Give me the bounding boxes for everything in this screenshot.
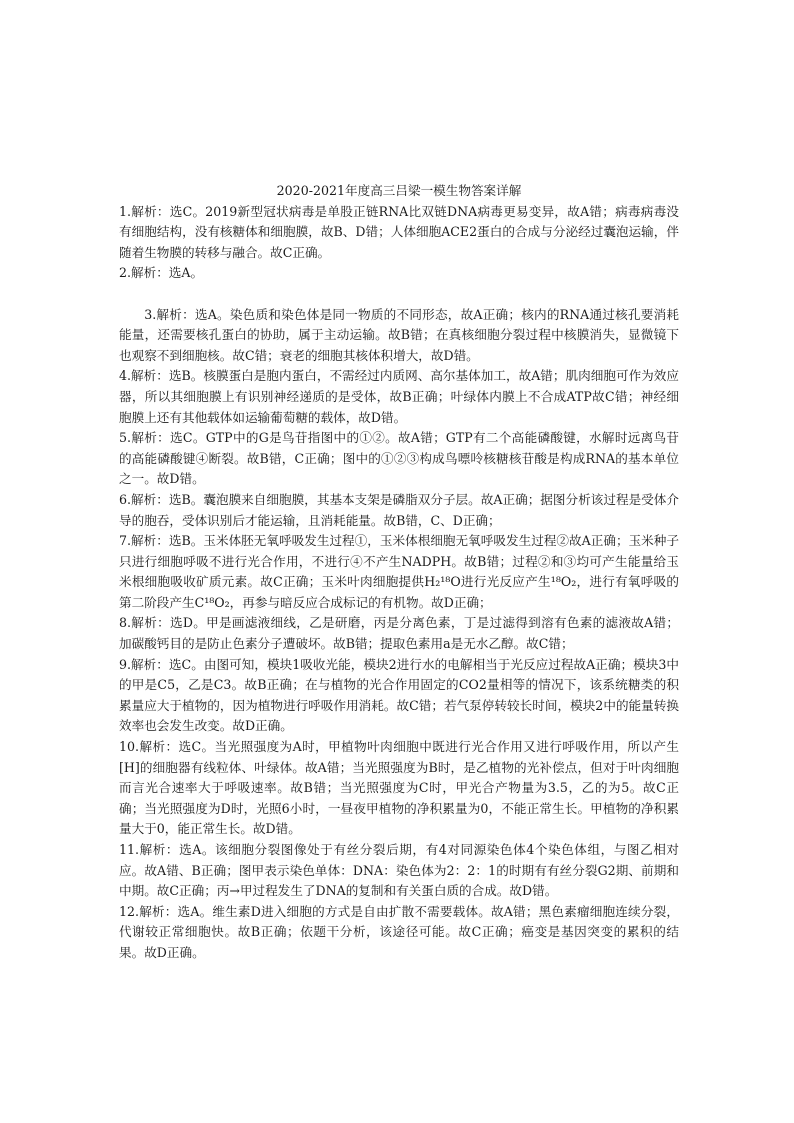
answer-paragraph-11: 11.解析：选A。该细胞分裂图像处于有丝分裂后期，有4对同源染色体4个染色体组，与图乙相对应。故A错、B正确；图甲表示染色单体：DNA：染色体为2：2：1的时期有有丝分裂G2期、前期和中期。故C正确；丙→甲过程发生了DNA的复制和有关蛋白质的合成。故D错。 bbox=[119, 842, 679, 899]
answer-document bbox=[119, 181, 679, 964]
answer-paragraph-3: 3.解析：选A。染色质和染色体是同一物质的不同形态，故A正确；核内的RNA通过核孔要消耗能量，还需要核孔蛋白的协助，属于主动运输。故B错；在真核细胞分裂过程中核膜消失，显微镜下也观察不到细胞核。故C错；衰老的细胞其核体积增大，故D错。 bbox=[119, 306, 679, 363]
answer-paragraph-6: 6.解析：选B。囊泡膜来自细胞膜，其基本支架是磷脂双分子层。故A正确；据图分析该过程是受体介导的胞吞，受体识别后才能运输，且消耗能量。故B错，C、D正确； bbox=[119, 491, 679, 528]
answer-paragraph-10: 10.解析：选C。当光照强度为A时，甲植物叶肉细胞中既进行光合作用又进行呼吸作用，所以产生[H]的细胞器有线粒体、叶绿体。故A错；当光照强度为B时，是乙植物的光补偿点，但对于叶肉细胞而言光合速率大于呼吸速率。故B错；当光照强度为C时，甲光合产物量为3.5，乙的为5。故C正确；当光照强度为D时，光照6小时，一昼夜甲植物的净积累量为0，不能正常生长。甲植物的净积累量大于0，能正常生长。故D错。 bbox=[119, 739, 679, 837]
answer-paragraph-4: 4.解析：选B。核膜蛋白是胞内蛋白，不需经过内质网、高尔基体加工，故A错；肌肉细胞可作为效应器，所以其细胞膜上有识别神经递质的是受体，故B正确；叶绿体内膜上不合成ATP故C错；神经细胞膜上还有其他载体如运输葡萄糖的载体，故D错。 bbox=[119, 368, 679, 425]
answer-paragraph-8: 8.解析：选D。甲是画滤液细线，乙是研磨，丙是分离色素，丁是过滤得到溶有色素的滤液故A错；加碳酸钙目的是防止色素分子遭破坏。故B错；提取色素用a是无水乙醇。故C错； bbox=[119, 615, 679, 652]
answer-paragraph-5: 5.解析：选C。GTP中的G是鸟苷指图中的①②。故A错；GTP有二个高能磷酸键，水解时远离鸟苷的高能磷酸键④断裂。故B错，C正确；图中的①②③构成鸟嘌呤核糖核苷酸是构成RNA的基本单位之一。故D错。 bbox=[119, 430, 679, 487]
answer-paragraph-2: 2.解析：选A。 bbox=[119, 265, 204, 281]
answer-paragraph-9: 9.解析：选C。由图可知，模块1吸收光能，模块2进行水的电解相当于光反应过程故A正确；模块3中的甲是C5，乙是C3。故B正确；在与植物的光合作用固定的CO2量相等的情况下，该系统糖类的积累量应大于植物的，因为植物进行呼吸作用消耗。故C错；若气泵停转较长时间，模块2中的能量转换效率也会发生改变。故D正确。 bbox=[119, 656, 679, 734]
answer-paragraph-7: 7.解析：选B。玉米体胚无氧呼吸发生过程①，玉米体根细胞无氧呼吸发生过程②故A正确；玉米种子只进行细胞呼吸不进行光合作用，不进行④不产生NADPH。故B错；过程②和③均可产生能量给玉米根细胞吸收矿质元素。故C正确；玉米叶肉细胞提供H₂¹⁸O进行光反应产生¹⁸O₂，进行有氧呼吸的第二阶段产生C¹⁸O₂，再参与暗反应合成标记的有机物。故D正确； bbox=[119, 533, 679, 610]
blank-line bbox=[119, 284, 679, 305]
answer-paragraph-1: 1.解析：选C。2019新型冠状病毒是单股正链RNA比双链DNA病毒更易变异，故A错；病毒病毒没有细胞结构，没有核糖体和细胞膜，故B、D错；人体细胞ACE2蛋白的合成与分泌经过囊泡运输，伴随着生物膜的转移与融合。故C正确。 bbox=[119, 203, 679, 260]
document-title: 2020-2021年度高三吕梁一模生物答案详解 bbox=[276, 183, 522, 198]
answer-paragraph-12: 12.解析：选A。维生素D进入细胞的方式是自由扩散不需要载体。故A错；黑色素瘤细胞连续分裂，代谢较正常细胞快。故B正确；依题干分析，该途径可能。故C正确；癌变是基因突变的累积的结果。故D正确。 bbox=[119, 903, 679, 960]
